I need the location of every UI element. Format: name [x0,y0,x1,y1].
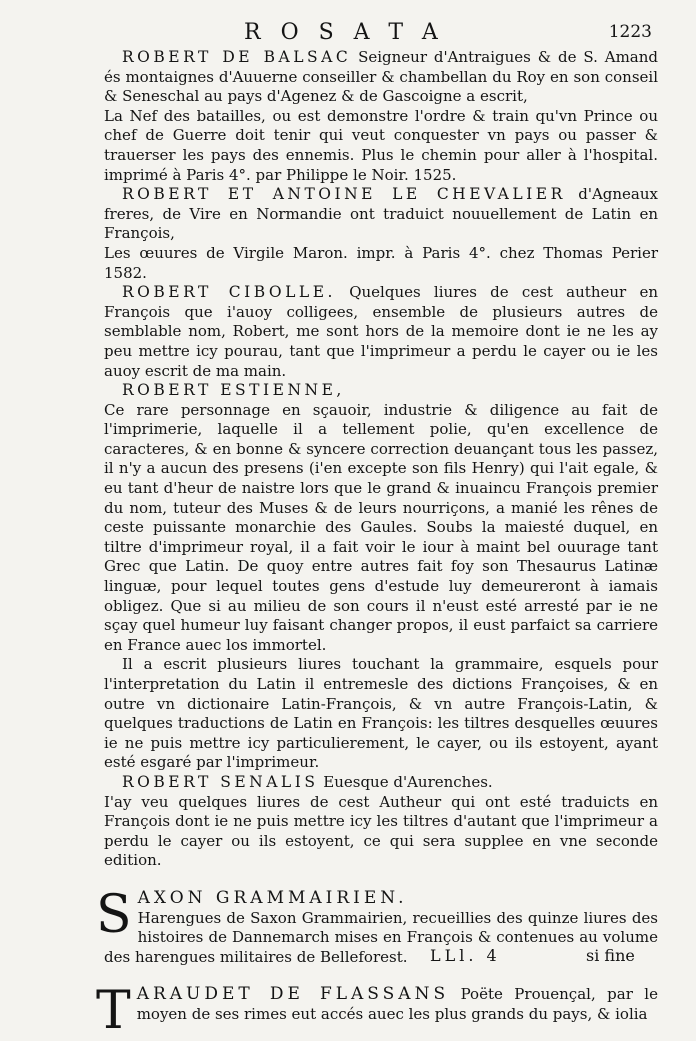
entry-text: Poëte Prouençal, par le moyen de ses rimes eut accés auec les plus grands du pays, & iolia [136,985,658,1023]
taraudet-block [104,985,658,1024]
estienne-paragraph-2: Il a escrit plusieurs liures touchant la grammaire, esquels pour l'interpretation du Latin il entremesle des dictions Françoises, & en outre vn dictionaire Latin-François, & vn autre François-Latin, & quelques traductions de Latin en François: les tiltres desquelles œuures ie ne puis mettre icy particulierement, le cayer, ou ils estoyent, ayant esté esgaré par l'imprimeur. [104,655,658,772]
entry-text: d'Agneaux freres, de Vire en Normandie ont traduict nouuellement de Latin en François, [104,185,658,243]
entry-text: Euesque d'Aurenches. [323,772,493,791]
page-number: 1223 [608,22,652,42]
entry-taraudet [96,981,658,1041]
entry-name: ROBERT ESTIENNE, [122,381,345,400]
entry-text: Seigneur d'Antraigues & de S. Amand és montaignes d'Auuerne conseiller & chambellan du Roy en son conseil & Seneschal au pays d'Agenez & de Gascoigne a escrit, [104,48,658,106]
signature-mark: LLl. 4 [430,946,501,965]
entry-name: AXON GRAMMAIRIEN. [137,887,408,908]
entry-name: ROBERT DE BALSAC [122,48,352,66]
spacer [104,871,658,889]
drop-cap: T [96,981,131,1041]
entry-chevalier-work: Les œuures de Virgile Maron. impr. à Paris 4°. chez Thomas Perier 1582. [104,243,658,282]
paragraph-text: Ce rare personnage en sçauoir, industrie & diligence au fait de l'imprimerie, laquelle il a tellement polie, qu'en excellence de caracteres, & en bonne & syncere correction deuançant tous les passez, il n'y a aucun des presens (i'en excepte son fils Henry) qui l'ait egale, & eu tant d'heur de naistre lors que le grand & inuaincu François premier du nom, tuteur des Muses & de leurs nourriçons, a manié les rênes de ceste puissante monarchie des Gaules. Soubs la maiesté duquel, en tiltre d'imprimeur royal, il a fait voir le iour à maint bel ouurage tant Grec que Latin. De quoy entre autres fait foy son [104,400,658,576]
entry-text: Harengues de Saxon Grammairien, recueillies des quinze liures des histoires de Dannemarch mises en François & contenues au volume des harengues militaires de Belleforest. [104,908,658,966]
page-header [104,18,658,48]
entry-name: ROBERT ET ANTOINE LE CHEVALIER [122,185,566,204]
spacer [104,967,658,985]
entry-name: ROBERT CIBOLLE. [122,283,336,302]
page-footer [0,946,696,968]
entry-cibolle [104,283,658,381]
drop-cap: S [96,884,132,945]
entry-balsac-work: La Nef des batailles, ou est demonstre l'ordre & train qu'vn Prince ou chef de Guerre doit tenir qui veut conquester vn pays ou passer & trauerser les pays des ennemis. Plus le chemin pour aller à l'hospital. imprimé à Paris 4°. par Philippe le Noir. 1525. [104,106,658,184]
estienne-paragraph-1 [104,401,658,656]
senalis-paragraph: I'ay veu quelques liures de cest Autheur qui ont esté traduicts en François dont ie ne puis mettre icy les tiltres d'autant que l'imprimeur a perdu le cayer ou ils estoyent, ce qui sera supplee en vne seconde edition. [104,792,658,870]
paragraph-text: pour lequel toutes gens d'estude luy demeureront à iamais obligez. Que si au milieu de son cours il n'eust esté arresté par ie ne sçay quel humeur luy faisant changer propos, il eust parfaict sa carriere en France auec los immortel. [104,577,658,654]
entry-name: ARAUDET DE FLASSANS [136,984,450,1005]
running-title: ROSATA [244,20,458,45]
entry-text: Quelques liures de cest autheur en François que i'auoy colligees, ensemble de plusieurs autres de semblable nom, Robert, me sont hors de la memoire dont ie ne les ay peu mettre icy pourau, tant que l'imprimeur a perdu le cayer ou ie les auoy escrit de ma main. [104,283,658,380]
entry-estienne-heading [104,381,658,401]
entry-senalis [104,773,658,793]
entry-name: ROBERT SENALIS [122,772,319,791]
catchword: si fine [586,946,635,965]
italic-title: Thesaurus Latinæ linguæ, [104,557,658,596]
entry-chevalier [104,185,658,244]
entry-balsac [104,48,658,107]
